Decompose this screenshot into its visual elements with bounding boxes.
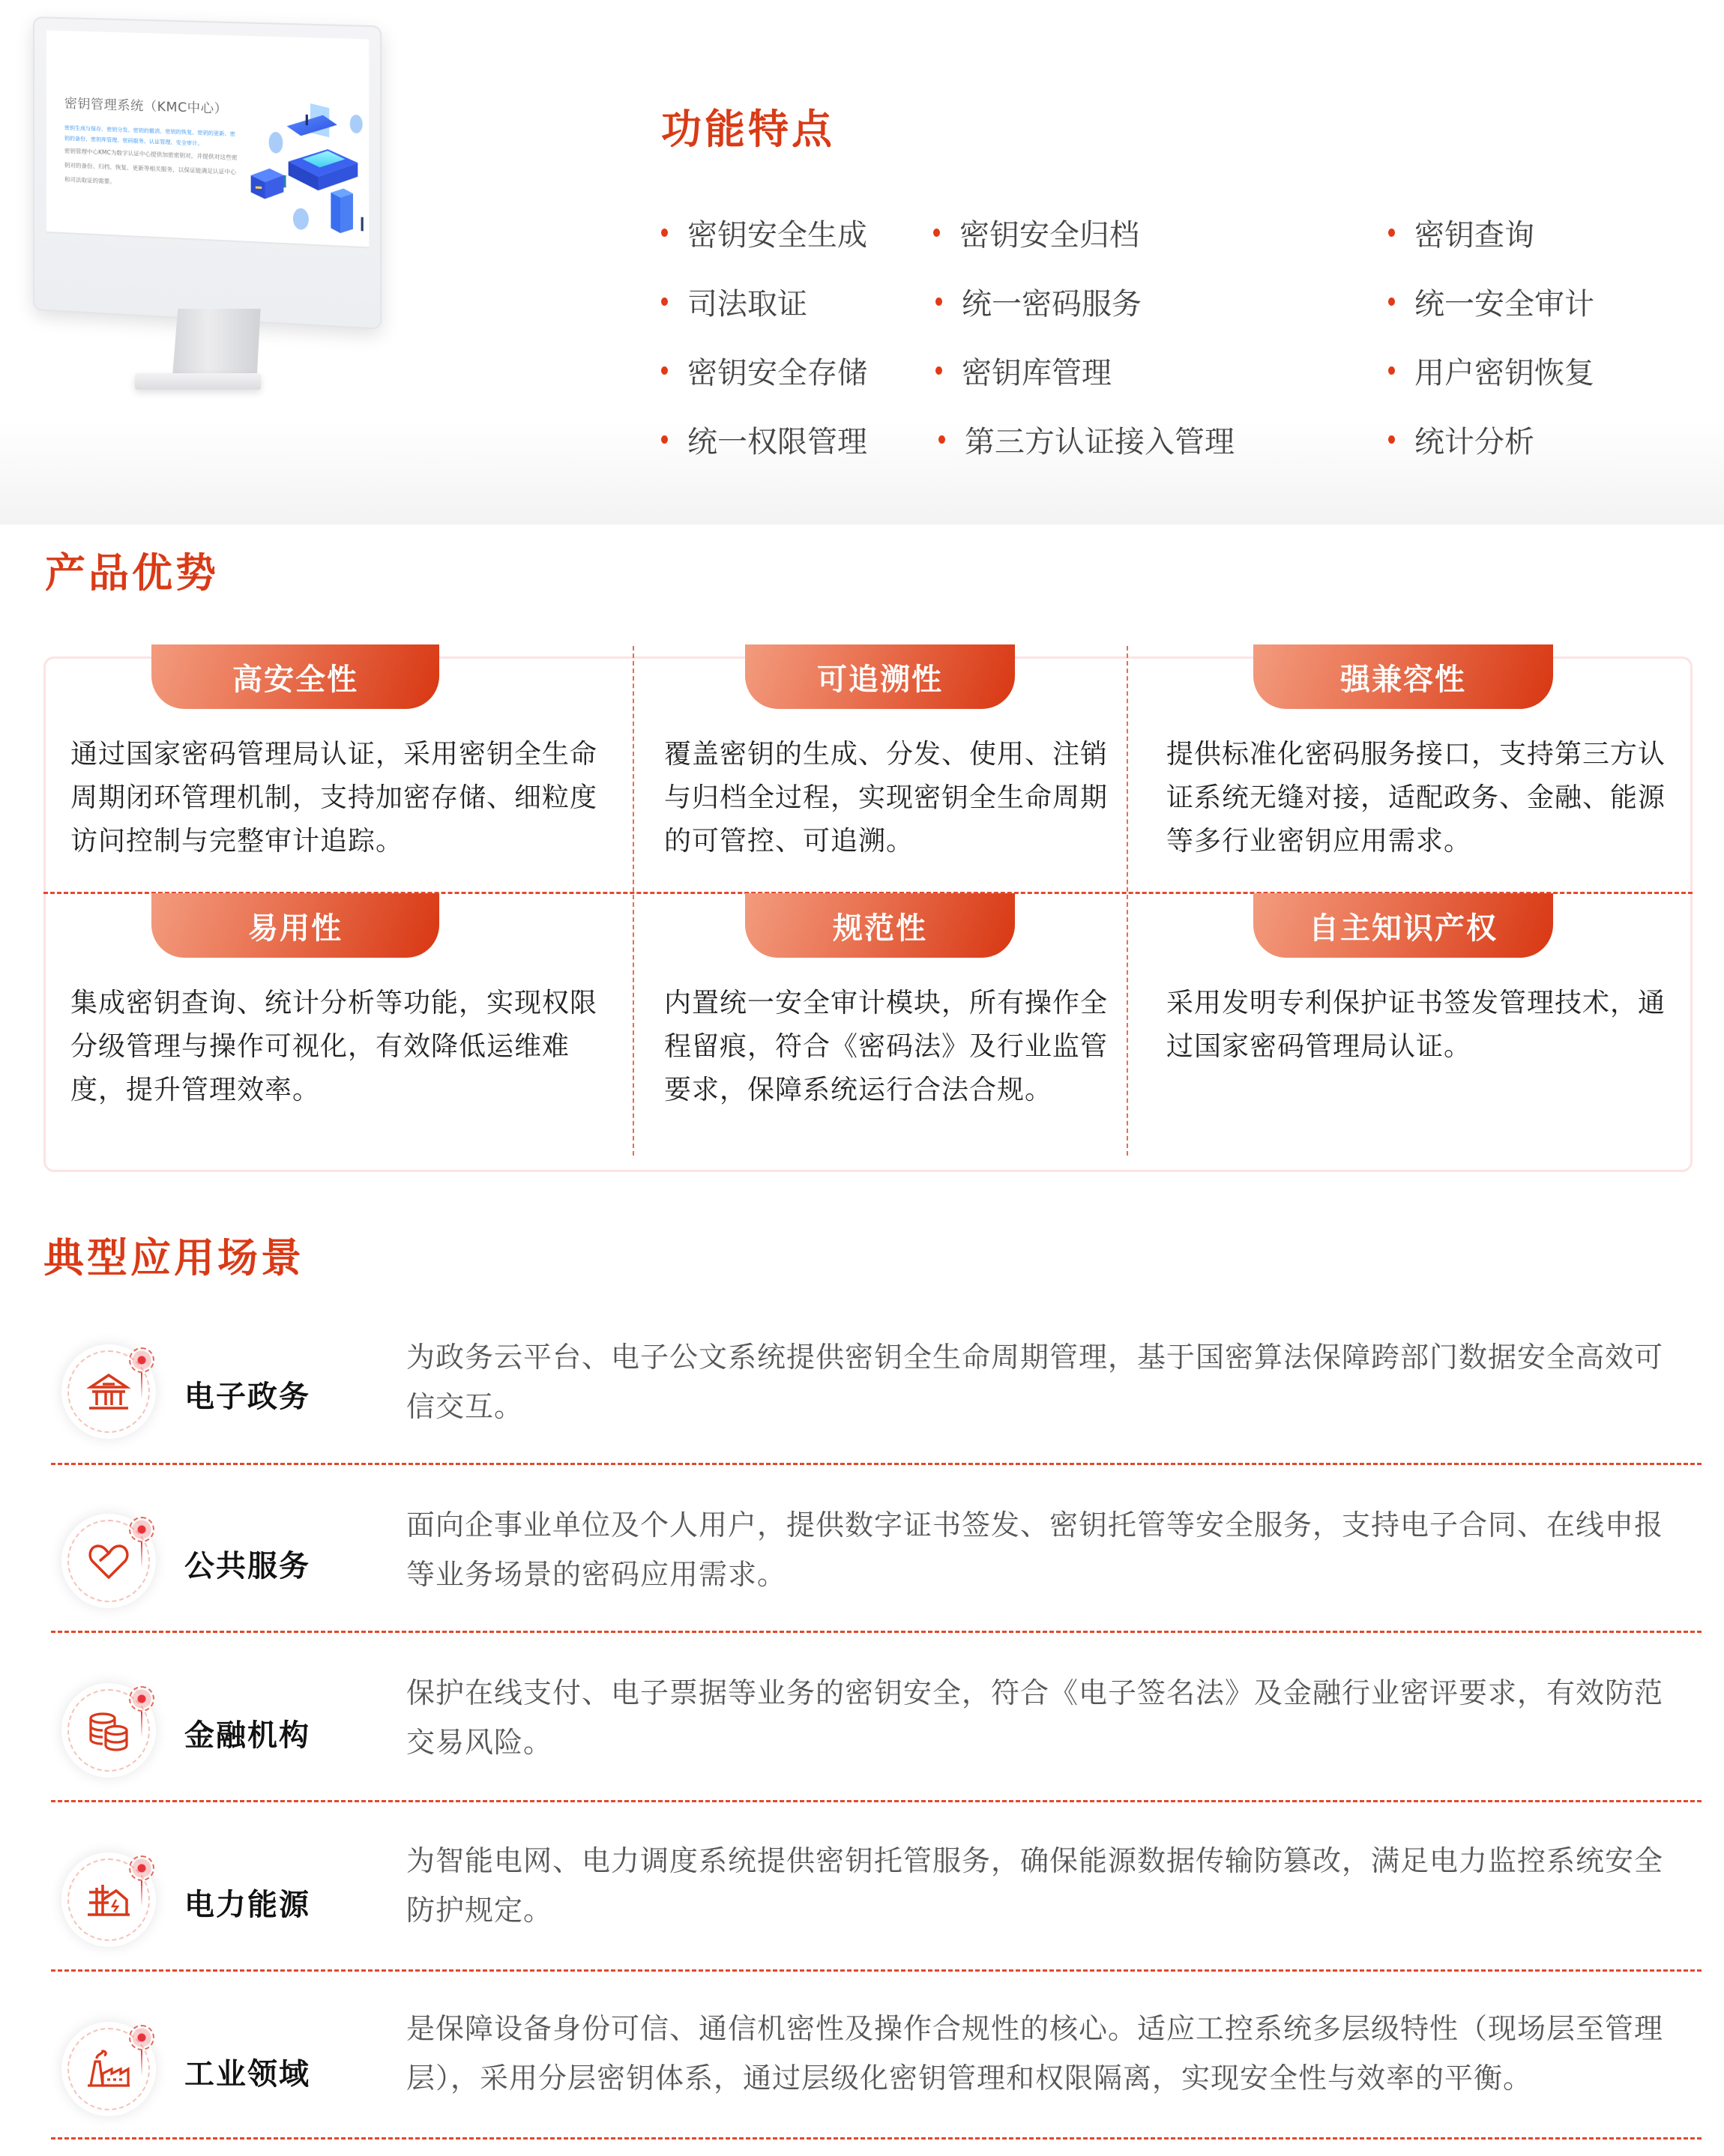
advantages-title: 产品优势 (45, 549, 219, 597)
feature-label: 统一安全审计 (1414, 287, 1594, 321)
feature-label: 密钥库管理 (962, 356, 1112, 390)
bullet-dot-icon (938, 435, 945, 444)
monitor-screen (46, 30, 369, 248)
feature-label: 密钥安全生成 (687, 218, 867, 253)
screen-description: 密钥管理中心KMC为数字认证中心提供加密密钥对，并提供对这些密钥对的备份、归档、恢复、更新等相关服务，以保证能满足认证中心和司法取证的需要。 (64, 147, 238, 185)
location-pulse-icon (129, 1686, 154, 1712)
screen-feature-summary: 密钥生成与保存、密钥分发、密钥的撤消、密钥的恢复、密钥的更新、密钥的备份、密钥库管理、密码服务、认证管理、安全审计。 (64, 124, 235, 147)
feature-item (935, 280, 1142, 323)
monitor-illustration (30, 15, 555, 532)
feature-item (935, 349, 1112, 392)
scenario-name: 公共服务 (184, 1549, 310, 1583)
features-title: 功能特点 (661, 106, 835, 153)
location-pulse-icon (129, 1855, 154, 1881)
feature-item (661, 349, 867, 392)
advantage-text-ip: 采用发明专利保护证书签发管理技术，通过国家密码管理局认证。 (1166, 988, 1666, 1062)
feature-label: 统计分析 (1414, 425, 1534, 459)
advantages-col-divider (1127, 646, 1128, 1156)
scenario-divider (51, 1631, 1702, 1633)
feature-label: 用户密钥恢复 (1414, 356, 1594, 390)
feature-item (1388, 349, 1594, 392)
scenario-name: 金融机构 (184, 1718, 310, 1753)
scenario-name: 电力能源 (184, 1888, 310, 1922)
pulse-tail (141, 2050, 142, 2076)
location-pulse-icon (129, 1347, 154, 1373)
scenario-divider (51, 1463, 1702, 1465)
bullet-dot-icon (935, 298, 942, 306)
feature-item (661, 211, 867, 254)
screen-title: 密钥管理系统（KMC中心） (64, 96, 228, 118)
scenario-description: 为政务云平台、电子公文系统提供密钥全生命周期管理，基于国密算法保障跨部门数据安全高效可信交互。 (406, 1341, 1664, 1423)
scenario-divider (51, 2137, 1702, 2140)
feature-label: 密钥查询 (1414, 218, 1534, 253)
scenario-row (0, 1331, 1724, 1500)
feature-item (933, 211, 1139, 254)
feature-item (661, 418, 867, 461)
scenario-divider (51, 1969, 1702, 1972)
advantage-tab-compatibility: 强兼容性 (1253, 644, 1553, 709)
advantage-tab-security: 高安全性 (151, 644, 439, 709)
isometric-server-illustration-icon (246, 82, 369, 244)
feature-label: 统一密码服务 (962, 287, 1142, 321)
scenario-row (0, 1839, 1724, 2008)
heart-icon (86, 1539, 131, 1583)
feature-item (938, 418, 1235, 461)
bullet-dot-icon (1388, 366, 1395, 375)
bullet-dot-icon (1388, 435, 1395, 444)
coins-stack-icon (86, 1708, 131, 1753)
hero-section (0, 0, 1724, 525)
feature-item (1388, 280, 1594, 323)
monitor-frame (33, 16, 382, 330)
advantage-tab-compliance: 规范性 (745, 893, 1015, 958)
advantage-tab-ip: 自主知识产权 (1253, 893, 1553, 958)
feature-item (1388, 418, 1534, 461)
bullet-dot-icon (661, 435, 668, 444)
scenario-description: 为智能电网、电力调度系统提供密钥托管服务，确保能源数据传输防篡改，满足电力监控系统安全防护规定。 (406, 1844, 1664, 1927)
feature-label: 密钥安全归档 (959, 218, 1139, 253)
monitor-stand (172, 309, 262, 376)
pulse-tail (141, 1542, 142, 1568)
monitor-base (135, 373, 261, 390)
scenario-name: 电子政务 (184, 1380, 310, 1414)
feature-item (661, 280, 807, 323)
advantages-col-divider (633, 646, 634, 1156)
scenarios-title: 典型应用场景 (43, 1234, 304, 1281)
feature-label: 统一权限管理 (687, 425, 867, 459)
scenario-description: 面向企事业单位及个人用户，提供数字证书签发、密钥托管等安全服务，支持电子合同、在线申报等业务场景的密码应用需求。 (406, 1509, 1664, 1591)
bullet-dot-icon (935, 366, 942, 375)
feature-label: 密钥安全存储 (687, 356, 867, 390)
bullet-dot-icon (1388, 229, 1395, 237)
pulse-tail (141, 1373, 142, 1398)
advantage-text-compliance: 内置统一安全审计模块，所有操作全程留痕，符合《密码法》及行业监管要求，保障系统运行合法合规。 (664, 988, 1109, 1105)
scenario-description: 保护在线支付、电子票据等业务的密钥安全，符合《电子签名法》及金融行业密评要求，有效防范交易风险。 (406, 1676, 1664, 1759)
feature-item (1388, 211, 1534, 254)
advantage-text-compatibility: 提供标准化密码服务接口，支持第三方认证系统无缝对接，适配政务、金融、能源等多行业密钥应用需求。 (1166, 739, 1666, 857)
feature-label: 第三方认证接入管理 (965, 425, 1235, 459)
power-station-icon (86, 1877, 131, 1922)
location-pulse-icon (129, 1517, 154, 1542)
bullet-dot-icon (661, 366, 668, 375)
location-pulse-icon (129, 2025, 154, 2050)
bullet-dot-icon (1388, 298, 1395, 306)
bullet-dot-icon (933, 229, 940, 237)
advantage-tab-usability: 易用性 (151, 893, 439, 958)
bullet-dot-icon (661, 229, 668, 237)
scenario-description: 是保障设备身份可信、通信机密性及操作合规性的核心。适应工控系统多层级特性（现场层至管理层），采用分层密钥体系，通过层级化密钥管理和权限隔离，实现安全性与效率的平衡。 (406, 2012, 1664, 2095)
bullet-dot-icon (661, 298, 668, 306)
scenario-divider (51, 1800, 1702, 1802)
advantage-text-traceability: 覆盖密钥的生成、分发、使用、注销与归档全过程，实现密钥全生命周期的可管控、可追溯。 (664, 739, 1109, 857)
scenario-row (0, 2008, 1724, 2156)
advantage-tab-traceability: 可追溯性 (745, 644, 1015, 709)
feature-label: 司法取证 (687, 287, 807, 321)
pulse-tail (141, 1881, 142, 1906)
scenario-row (0, 1670, 1724, 1839)
advantage-text-usability: 集成密钥查询、统计分析等功能，实现权限分级管理与操作可视化，有效降低运维难度，提升管理效率。 (70, 988, 598, 1105)
government-building-icon (86, 1369, 131, 1414)
pulse-tail (141, 1712, 142, 1737)
scenario-name: 工业领域 (184, 2057, 310, 2092)
scenario-row (0, 1500, 1724, 1670)
factory-icon (86, 2047, 131, 2092)
advantage-text-security: 通过国家密码管理局认证，采用密钥全生命周期闭环管理机制，支持加密存储、细粒度访问控制与完整审计追踪。 (70, 739, 598, 857)
